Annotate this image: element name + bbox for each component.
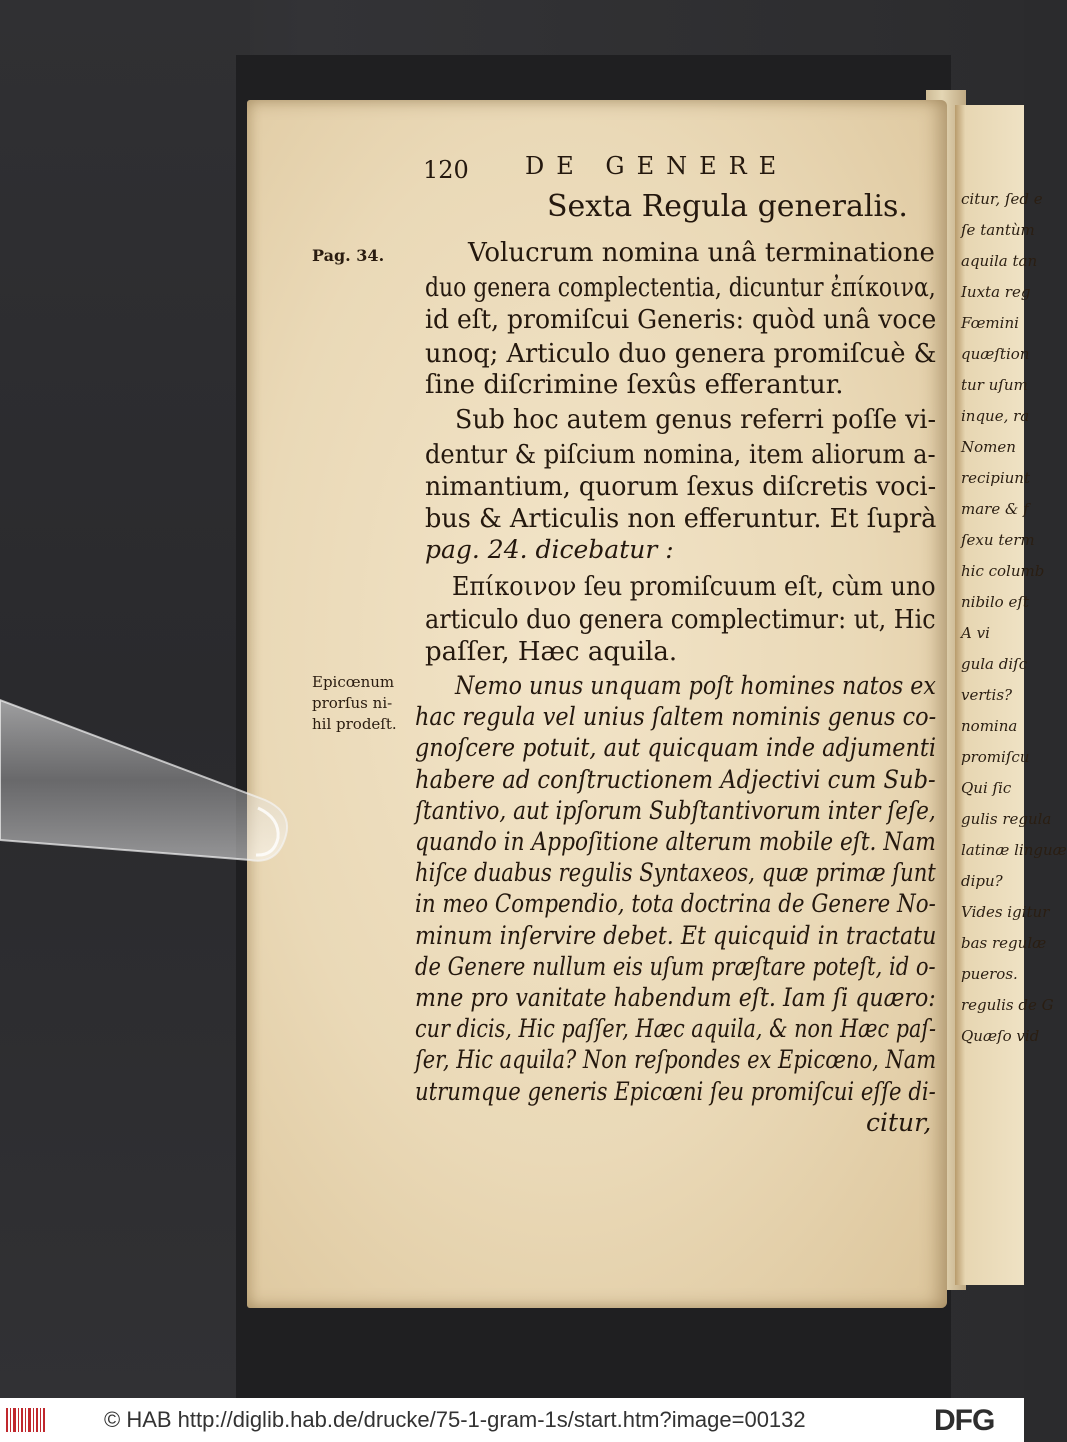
facing-page — [955, 105, 1067, 1285]
margin-note-epicoenum-3: hil prodeſt. — [312, 715, 397, 733]
italic-line: de Genere nullum eis uſum præſtare poteſt, id o- — [415, 951, 936, 981]
italic-line: hac regula vel unius ſaltem nominis genus co- — [415, 702, 937, 732]
copyright-url[interactable]: © HAB http://diglib.hab.de/drucke/75-1-gram-1s/start.htm?image=00132 — [104, 1407, 806, 1432]
footer-bar — [0, 1398, 1024, 1442]
facing-page-fragment: vertis? — [961, 686, 1013, 704]
facing-page-fragment: promiſcu — [961, 748, 1030, 766]
facing-page-fragment: citur, ſed e — [961, 190, 1043, 208]
facing-page-fragment: quæſtion — [961, 345, 1030, 363]
facing-page-fragment: Fœmini — [961, 314, 1019, 332]
body-line: pag. 24. dicebatur : — [425, 535, 674, 564]
facing-page-fragment: aquila tan — [961, 252, 1038, 270]
facing-page-fragment: recipiunt — [961, 469, 1030, 487]
facing-page-fragment: hic columb — [961, 562, 1045, 580]
italic-line: Nemo unus unquam poſt homines natos ex — [455, 671, 936, 700]
section-title: Sexta Regula generalis. — [547, 189, 908, 224]
body-line: paſſer, Hæc aquila. — [425, 637, 678, 667]
facing-page-fragment: inque, ra — [961, 407, 1030, 425]
body-line: Επίκοινον ſeu promiſcuum eſt, cùm uno — [452, 572, 936, 602]
margin-note-epicoenum-1: Epicœnum — [312, 673, 395, 691]
facing-page-fragment: Nomen — [961, 438, 1016, 456]
facing-page-fragment: ſe tantùm — [961, 221, 1035, 239]
italic-line: ſer, Hic aquila? Non reſpondes ex Epicœno, Nam — [415, 1045, 937, 1075]
italic-line: citur, — [866, 1107, 932, 1137]
facing-page-fragment: Iuxta reg — [961, 283, 1031, 301]
facing-page-fragment: ſexu term — [961, 531, 1035, 549]
body-line: Volucrum nomina unâ terminatione — [468, 238, 935, 268]
facing-page-fragment: bas regulæ — [961, 934, 1047, 952]
italic-line: utrumque generis Epicœni ſeu promiſcui eſſe di- — [415, 1076, 936, 1106]
italic-line: in meo Compendio, tota doctrina de Genere No- — [415, 889, 936, 919]
italic-line: habere ad conſtructionem Adjectivi cum Sub- — [415, 764, 936, 794]
facing-page-fragment: nomina — [961, 717, 1018, 735]
margin-note-epicoenum-2: prorſus ni- — [312, 694, 393, 712]
barcode-icon — [6, 1406, 46, 1434]
body-line: duo genera complectentia, dicuntur ἐπίκοινα, — [425, 273, 936, 303]
body-line: dentur & piſcium nomina, item aliorum a- — [425, 440, 936, 470]
facing-page-fragment: mare & f — [961, 500, 1029, 518]
italic-line: hiſce duabus regulis Syntaxeos, quæ primæ ſunt — [415, 858, 936, 888]
body-line: ſine diſcrimine ſexûs efferantur. — [425, 370, 844, 400]
dfg-logo: DFG — [934, 1404, 995, 1437]
facing-page-fragment: Quæſo vid — [961, 1027, 1040, 1045]
facing-page-fragment: dipu? — [961, 872, 1003, 890]
italic-line: ſtantivo, aut ipſorum Subſtantivorum inter ſeſe, — [415, 795, 936, 825]
italic-line: gnoſcere potuit, aut quicquam inde adjumenti — [415, 733, 937, 763]
italic-line: quando in Appoſitione alterum mobile eſt. Nam — [415, 827, 936, 856]
facing-page-fragment: tur uſum — [961, 376, 1028, 394]
running-head: DE GENERE — [525, 152, 789, 180]
facing-page-fragment: pueros. — [961, 965, 1018, 983]
background-left — [0, 0, 250, 1398]
facing-page-fragment: regulis de G — [961, 996, 1054, 1014]
margin-note-pag: Pag. 34. — [312, 246, 385, 265]
body-line: Sub hoc autem genus referri poſſe vi- — [455, 405, 937, 435]
facing-page-fragment: gula diſc — [961, 655, 1028, 673]
italic-line: minum inſervire debet. Et quicquid in tractatu — [415, 920, 937, 950]
page-number: 120 — [423, 156, 469, 184]
facing-page-fragment: latinæ linguæ — [961, 841, 1067, 859]
italic-line: cur dicis, Hic paſſer, Hæc aquila, & non Hæc paſ- — [415, 1014, 937, 1044]
facing-page-fragment: Vides igitur — [961, 903, 1050, 921]
facing-page-fragment: nibilo eſt — [961, 593, 1029, 611]
body-line: bus & Articulis non efferuntur. Et ſuprà — [425, 504, 937, 534]
body-line: nimantium, quorum ſexus diſcretis voci- — [425, 472, 937, 502]
body-line: id eſt, promiſcui Generis: quòd unâ voce — [425, 305, 937, 335]
body-line: articulo duo genera complectimur: ut, Hic — [425, 605, 936, 635]
facing-page-fragment: gulis regula — [961, 810, 1052, 828]
italic-line: mne pro vanitate habendum eſt. Iam ſi quæro: — [415, 983, 936, 1012]
body-line: unoq; Articulo duo genera promiſcuè & — [425, 339, 937, 369]
facing-page-fragment: A vi — [961, 624, 990, 642]
facing-page-fragment: Qui ſic — [961, 779, 1012, 797]
